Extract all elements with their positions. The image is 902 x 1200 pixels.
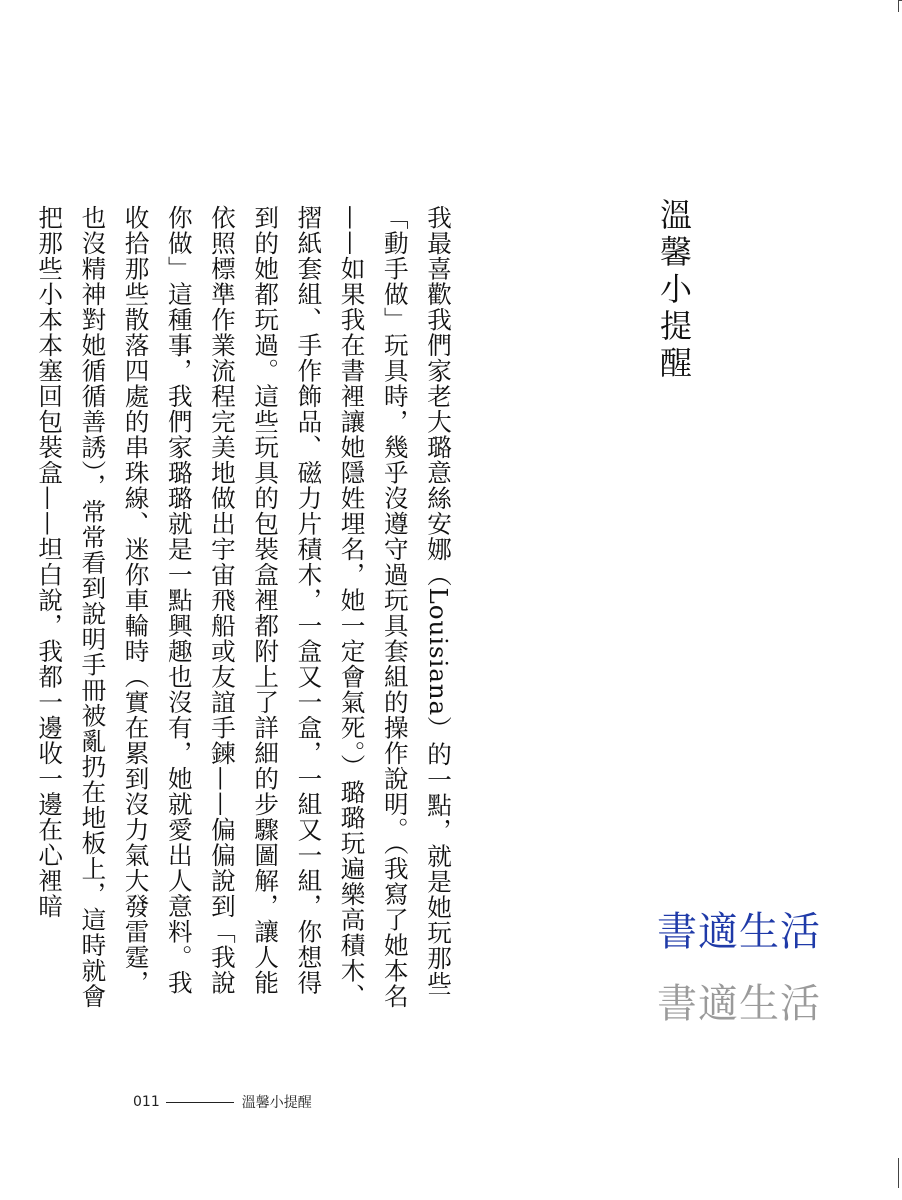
body-paragraph: 我最喜歡我們家老大璐意絲安娜（Louisiana）的一點，就是她玩那些「動手做」玩具時，幾乎沒遵守過玩具套組的操作說明。（我寫了她本名——如果我在書裡讓她隱姓埋名，她一定會氣死。）璐璐玩遍樂高積木、摺紙套組、手作飾品、磁力片積木，一盒又一盒，一組又一組，你想得到的她都玩過。這些玩具的包裝盒裡都附上了詳細的步驟圖解，讓人能依照標準作業流程完美地做出宇宙飛船或友誼手鍊——偏偏說到「我說你做」這種事，我們家璐璐就是一點興趣也沒有，她就愛出人意料。我收拾那些散落四處的串珠線、迷你車輪時（實在累到沒力氣大發雷霆，也沒精神對她循循善誘），常常看到說明手冊被亂扔在地板上，這時就會把那些小本本塞回包裝盒——坦白說，我都一邊收一邊在心裡暗 [35, 205, 453, 1009]
footer-rule [166, 1102, 234, 1103]
footer-section-title: 溫馨小提醒 [241, 1095, 312, 1111]
body-text [28, 205, 460, 1015]
crop-mark-top-horizontal [898, 0, 902, 1]
crop-mark-bottom [898, 1158, 899, 1188]
page-footer [133, 1092, 312, 1112]
crop-mark-top [898, 0, 899, 12]
watermark-blue: 書適生活 [657, 909, 821, 955]
chapter-title: 溫馨小提醒 [655, 198, 693, 383]
page-number: 011 [133, 1094, 160, 1110]
watermark-gray: 書適生活 [657, 981, 821, 1027]
